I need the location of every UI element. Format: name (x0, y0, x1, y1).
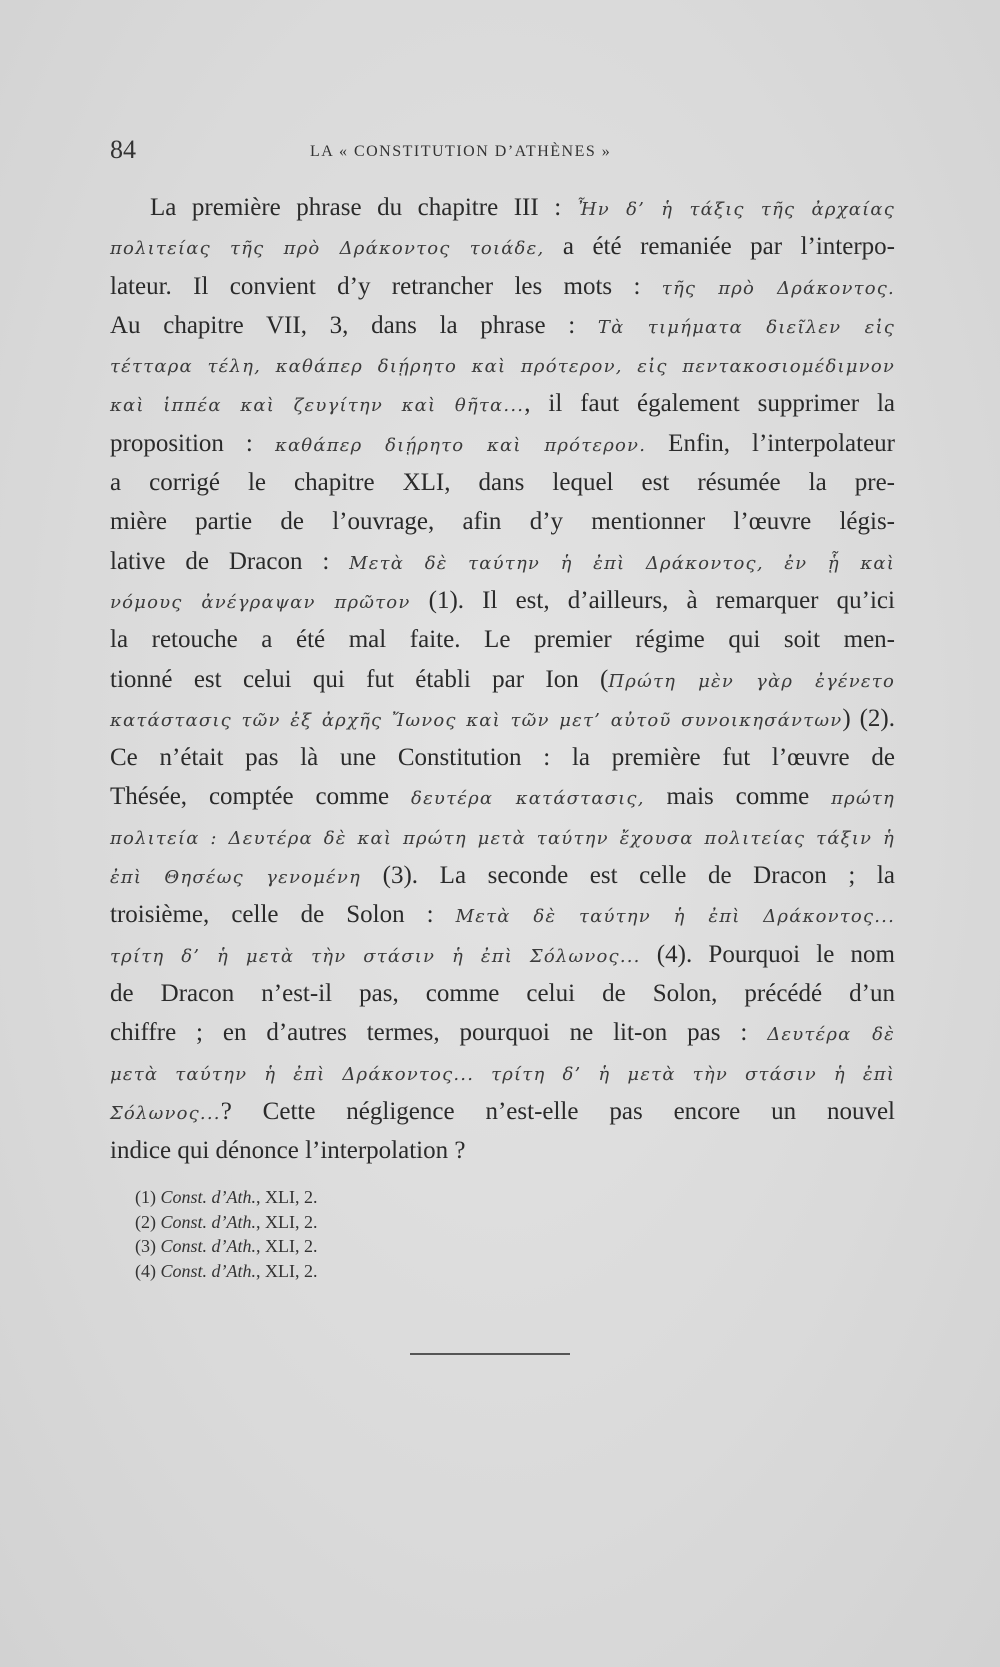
text-line (110, 856, 895, 895)
greek-quotation: Ἦν δ’ ἡ τάξις τῆς ἀρχαίας (576, 199, 896, 220)
french-text: proposition : (110, 429, 275, 457)
french-text: ) (2). (842, 704, 895, 732)
greek-quotation: καὶ ἱππέα καὶ ζευγίτην καὶ θῆτα... (110, 395, 525, 417)
french-text: mais comme (644, 783, 832, 811)
page-header (110, 135, 890, 165)
text-line (110, 817, 895, 856)
french-text: mière partie de l’ouvrage, afin d’y mentionner l’œuvre légis- (110, 508, 895, 536)
greek-quotation: κατάστασις τῶν ἐξ ἀρχῆς Ἴωνος καὶ τῶν μετ’ αὐτοῦ συνοικησάντων (110, 709, 843, 731)
greek-quotation: Σόλωνος... (110, 1102, 221, 1124)
greek-quotation: πρώτη (831, 788, 895, 810)
greek-quotation: Μετὰ δὲ ταύτην ἡ ἐπὶ Δράκοντος, ἐν ᾗ καὶ (349, 552, 895, 574)
french-text: troisième, celle de Solon : (110, 901, 456, 929)
text-line (110, 384, 895, 423)
text-line (110, 699, 895, 738)
greek-quotation: πολιτείας τῆς πρὸ Δράκοντος τοιάδε, (110, 238, 545, 260)
french-text: lateur. Il convient d’y retrancher les mots : (110, 272, 662, 300)
footnote (135, 1185, 535, 1210)
french-text: de Dracon n’est-il pas, comme celui de Solon, précédé d’un (110, 979, 895, 1007)
footnote (135, 1234, 535, 1259)
footnote-reference: Const. d’Ath. (160, 1260, 257, 1281)
french-text: Enfin, l’interpolateur (646, 429, 895, 457)
french-text: Au chapitre VII, 3, dans la phrase : (110, 311, 598, 339)
text-line (110, 777, 895, 816)
footnote-location: , XLI, 2. (256, 1187, 318, 1207)
text-line (110, 1131, 895, 1170)
footnote-reference: Const. d’Ath. (160, 1187, 257, 1207)
french-text: (3). La seconde est celle de Dracon ; la (361, 862, 895, 890)
french-text: ? Cette négligence n’est-elle pas encore un nouvel (220, 1097, 895, 1125)
french-text: , il faut également supprimer la (524, 390, 896, 418)
page-number: 84 (110, 135, 136, 164)
greek-quotation: τρίτη δ’ ἡ μετὰ τὴν στάσιν ἡ ἐπὶ Σόλωνος... (110, 945, 641, 967)
footnote-reference: Const. d’Ath. (160, 1211, 257, 1232)
text-line (110, 502, 895, 541)
footnote-number: (4) (135, 1260, 161, 1281)
french-text: a été remaniée par l’interpo- (544, 233, 895, 261)
text-line (110, 227, 895, 266)
greek-quotation: νόμους ἀνέγραψαν πρῶτον (110, 591, 411, 613)
text-line (110, 895, 895, 934)
text-line (110, 424, 895, 463)
french-text: tionné est celui qui fut établi par Ion ( (110, 665, 609, 693)
greek-quotation: τῆς πρὸ Δράκοντος. (661, 277, 895, 299)
body-text (110, 188, 895, 1170)
french-text: Thésée, comptée comme (110, 783, 412, 811)
french-text: (4). Pourquoi le nom (640, 940, 895, 968)
greek-quotation: δευτέρα κατάστασις, (411, 788, 645, 810)
greek-quotation: ἐπὶ Θησέως γενομένη (110, 867, 362, 889)
french-text: chiffre ; en d’autres termes, pourquoi ne lit-on pas : (110, 1019, 768, 1047)
greek-quotation: Πρώτη μὲν γὰρ ἐγένετο (608, 670, 895, 692)
text-line (110, 542, 895, 581)
french-text: indice qui dénonce l’interpolation ? (110, 1137, 466, 1165)
end-rule (410, 1353, 570, 1355)
text-line (110, 660, 895, 699)
footnote-number: (1) (135, 1187, 161, 1207)
text-line (110, 345, 895, 384)
text-line (110, 620, 895, 659)
footnote (135, 1259, 535, 1284)
footnote (135, 1210, 535, 1235)
french-text: a corrigé le chapitre XLI, dans lequel est résumée la pre- (110, 469, 895, 497)
text-line (110, 581, 895, 620)
footnote-number: (2) (135, 1211, 161, 1232)
greek-quotation: Μετὰ δὲ ταύτην ἡ ἐπὶ Δράκοντος... (455, 906, 895, 928)
text-line (110, 463, 895, 502)
text-line (110, 974, 895, 1013)
french-text: la retouche a été mal faite. Le premier régime qui soit men- (110, 626, 895, 654)
text-line (110, 306, 895, 345)
text-line (110, 1092, 895, 1131)
text-line (110, 1053, 895, 1092)
greek-quotation: πολιτεία : Δευτέρα δὲ καὶ πρώτη μετὰ ταύτην ἔχουσα πολιτείας τάξιν ἡ (110, 827, 895, 849)
greek-quotation: τέτταρα τέλη, καθάπερ διῄρητο καὶ πρότερον, εἰς πεντακοσιομέδιμνον (110, 356, 895, 378)
greek-quotation: μετὰ ταύτην ἡ ἐπὶ Δράκοντος... τρίτη δ’ ἡ μετὰ τὴν στάσιν ἡ ἐπὶ (110, 1063, 895, 1085)
greek-quotation: Δευτέρα δὲ (767, 1024, 895, 1046)
footnote-location: , XLI, 2. (256, 1260, 318, 1281)
footnote-reference: Const. d’Ath. (160, 1236, 257, 1256)
text-line (110, 1013, 895, 1052)
french-text: (1). Il est, d’ailleurs, à remarquer qu’ici (410, 586, 895, 614)
footnotes (135, 1185, 535, 1283)
greek-quotation: Τὰ τιμήματα διεῖλεν εἰς (597, 316, 895, 338)
running-title: LA « CONSTITUTION D’ATHÈNES » (310, 143, 612, 160)
greek-quotation: καθάπερ διῄρητο καὶ πρότερον. (274, 434, 647, 456)
footnote-location: , XLI, 2. (256, 1236, 318, 1256)
french-text: Ce n’était pas là une Constitution : la première fut l’œuvre de (110, 744, 895, 772)
text-line (110, 267, 895, 306)
footnote-location: , XLI, 2. (256, 1211, 318, 1232)
text-line (110, 738, 895, 777)
text-line (110, 935, 895, 974)
french-text: lative de Dracon : (110, 547, 350, 575)
french-text: La première phrase du chapitre III : (150, 194, 577, 221)
footnote-number: (3) (135, 1236, 161, 1256)
text-line (110, 188, 895, 227)
